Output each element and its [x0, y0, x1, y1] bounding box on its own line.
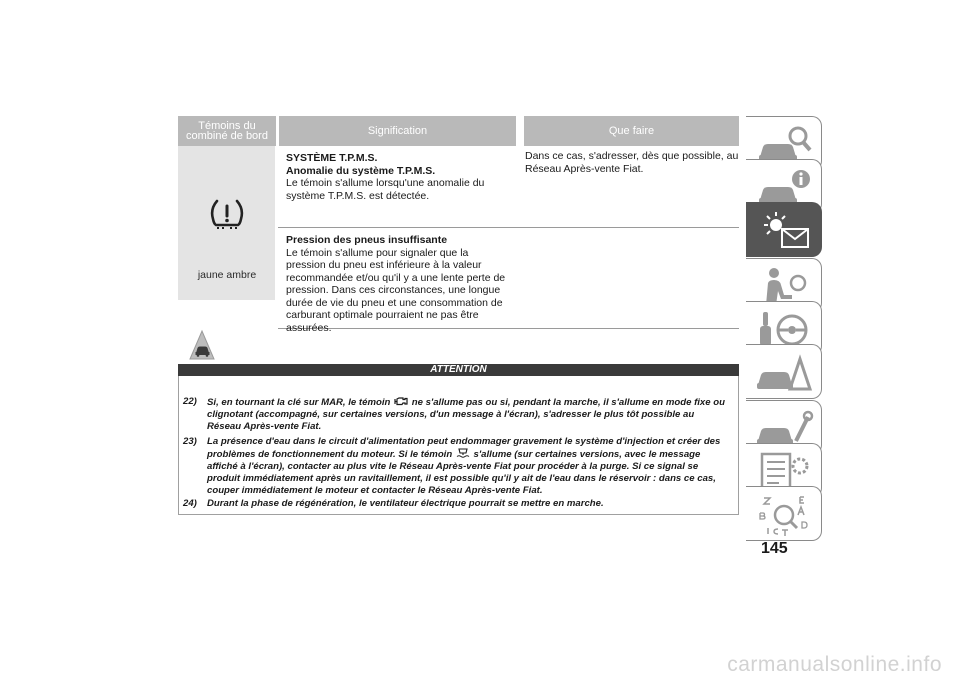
note-text: Durant la phase de régénération, le ventilateur électrique pourrait se mettre en marche. [207, 498, 604, 509]
header-action: Que faire [524, 116, 739, 146]
table-header [178, 116, 739, 146]
meaning-cell [278, 146, 515, 227]
table-row [278, 146, 739, 228]
water-in-fuel-icon [456, 448, 470, 458]
attention-car-icon [187, 329, 217, 360]
indicator-cell [178, 146, 275, 300]
header-indicator: Témoins du combiné de bord [178, 116, 276, 146]
note-text: Si, en tournant la clé sur MAR, le témoin [207, 397, 391, 408]
table-row [278, 228, 739, 334]
action-cell [523, 228, 739, 328]
warning-lights-table [178, 116, 739, 334]
row-subtitle: Anomalie du système T.P.M.S. [286, 164, 436, 177]
row-action: Dans ce cas, s'adresser, dès que possible, au Réseau Après-vente Fiat. [525, 150, 739, 175]
note-number: 23) [183, 436, 197, 447]
row-title: SYSTÈME T.P.M.S. [286, 152, 378, 164]
note-number: 24) [183, 498, 197, 509]
alphabet-index-icon [754, 493, 814, 537]
car-triangle-icon [754, 351, 814, 395]
action-cell [523, 146, 739, 227]
attention-note [183, 498, 731, 510]
note-text: ne s'allume pas ou si, pendant la marche, il s'allume en mode fixe ou clignotant (accompagné, sur certaines versions, d'un message à l'écran), s'adresser le plus tôt possible au Réseau Après-vente Fiat. [207, 397, 725, 432]
header-meaning: Signification [279, 116, 516, 146]
light-envelope-icon [754, 209, 814, 253]
indicator-color-label: jaune ambre [197, 269, 257, 281]
attention-title: ATTENTION [178, 364, 739, 376]
attention-note [183, 436, 731, 497]
note-text: s'allume (sur certaines versions, avec le message affiché à l'écran), contacter au plus vite le Réseau Après-vente Fiat pour procéder à la purge. Si ce signal se produit immédiatement après un ravitaillement, il est possible qu'il y ait de l'eau dans le réservoir : dans ce cas, couper immédiatement le moteur et contacter le Réseau Après-vente Fiat. [207, 449, 716, 496]
attention-note [183, 396, 731, 433]
watermark: carmanualsonline.info [727, 653, 942, 676]
note-number: 22) [183, 396, 197, 407]
tpms-warning-icon [209, 197, 245, 231]
row-text: Le témoin s'allume pour signaler que la pression du pneu est inférieure à la valeur recommandée et/ou qu'il y a une lente perte de pression. Dans ces circonstances, une longue durée de vie du pneu et une consommation de carburant optimale pourraient ne pas être assurées. [286, 246, 506, 334]
engine-icon [394, 396, 408, 406]
row-title: Pression des pneus insuffisante [286, 234, 448, 246]
tab-index[interactable] [746, 486, 822, 541]
tab-emergency[interactable] [746, 344, 822, 399]
row-text: Le témoin s'allume lorsqu'une anomalie du système T.P.M.S. est détectée. [286, 177, 485, 202]
page-number: 145 [761, 540, 788, 557]
note-text: La présence d'eau dans le circuit d'alimentation peut endommager gravement le système d'injection et créer des problèmes de fonctionnement du moteur. Si le témoin [207, 436, 721, 460]
tab-warning-lights[interactable] [746, 202, 822, 257]
meaning-cell [278, 228, 515, 334]
